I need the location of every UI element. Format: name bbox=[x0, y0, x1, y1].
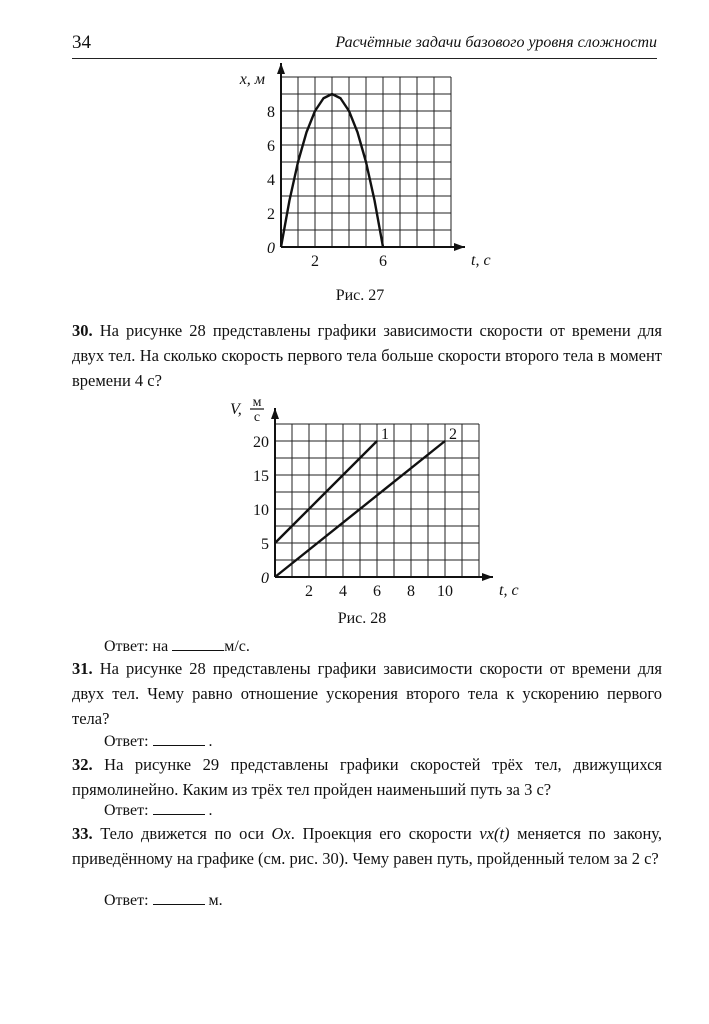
answer-30-blank[interactable] bbox=[172, 636, 224, 651]
running-title: Расчётные задачи базового уровня сложности bbox=[335, 34, 657, 51]
x-axis-arrow bbox=[482, 573, 493, 581]
x-axis-label: t, с bbox=[471, 252, 491, 269]
problem-32-answer bbox=[104, 800, 213, 822]
x-axis-label: t, с bbox=[499, 582, 519, 599]
answer-30-suffix: м/с. bbox=[224, 638, 250, 655]
answer-33-suffix: м. bbox=[208, 892, 223, 909]
problem-31-answer bbox=[104, 731, 213, 753]
y-axis-label: V, bbox=[230, 401, 242, 418]
origin-label: 0 bbox=[267, 240, 275, 257]
y-axis-unit-numerator: м bbox=[252, 395, 262, 410]
answer-33-prefix: Ответ: bbox=[104, 892, 149, 909]
figure-27-caption: Рис. 27 bbox=[335, 287, 385, 304]
y-tick-label: 10 bbox=[253, 502, 269, 519]
page-number: 34 bbox=[72, 32, 91, 53]
answer-30-prefix: Ответ: на bbox=[104, 638, 169, 655]
problem-33-answer bbox=[104, 890, 223, 912]
y-tick-label: 5 bbox=[261, 536, 269, 553]
y-tick-label: 15 bbox=[253, 468, 269, 485]
problem-33 bbox=[72, 821, 662, 871]
x-tick-label: 6 bbox=[379, 253, 387, 270]
figure-28 bbox=[220, 392, 519, 607]
answer-31-prefix: Ответ: bbox=[104, 733, 149, 750]
problem-32-number: 32. bbox=[72, 755, 93, 774]
problem-33-text-before: Тело движется по оси bbox=[100, 824, 264, 843]
y-tick-label: 20 bbox=[253, 434, 269, 451]
problem-31-text: На рисунке 28 представлены графики зависимости скорости от времени для двух тел. Чему равно отношение ускорения второго тела к ускорению первого тела? bbox=[72, 659, 662, 728]
y-axis-label: x, м bbox=[239, 71, 265, 88]
y-axis-arrow bbox=[277, 63, 285, 74]
problem-30-text: На рисунке 28 представлены графики зависимости скорости от времени для двух тел. На сколько скорость первого тела больше скорости второго тела в момент времени 4 с? bbox=[72, 321, 662, 390]
problem-32 bbox=[72, 752, 662, 802]
origin-label: 0 bbox=[261, 570, 269, 587]
y-tick-label: 8 bbox=[267, 104, 275, 121]
problem-33-number: 33. bbox=[72, 824, 93, 843]
page-header bbox=[72, 30, 657, 59]
problem-31 bbox=[72, 656, 662, 731]
series-label-1: 1 bbox=[381, 426, 389, 443]
figure-28-chart bbox=[220, 392, 519, 607]
y-axis-arrow bbox=[271, 408, 279, 419]
y-tick-label: 6 bbox=[267, 138, 275, 155]
problem-30-answer bbox=[104, 636, 250, 658]
x-tick-label: 2 bbox=[305, 583, 313, 600]
problem-32-text: На рисунке 29 представлены графики скоростей трёх тел, движущихся прямолинейно. Каким из трёх тел пройден наименьший путь за 3 с? bbox=[72, 755, 663, 799]
x-tick-label: 8 bbox=[407, 583, 415, 600]
x-tick-label: 4 bbox=[339, 583, 347, 600]
problem-33-math-axis: Ox bbox=[271, 824, 291, 843]
problem-31-number: 31. bbox=[72, 659, 93, 678]
answer-32-prefix: Ответ: bbox=[104, 802, 149, 819]
problem-33-text-after: меняется по закону, приведённому на графике (см. рис. 30). Чему равен путь, пройденный телом за 2 с? bbox=[72, 824, 663, 868]
figure-27 bbox=[228, 70, 491, 280]
problem-33-math-velocity: vx(t) bbox=[479, 824, 510, 843]
series-label-2: 2 bbox=[449, 426, 457, 443]
problem-33-text-middle: . Проекция его скорости bbox=[290, 824, 472, 843]
figure-28-caption: Рис. 28 bbox=[337, 610, 387, 627]
x-tick-label: 2 bbox=[311, 253, 319, 270]
answer-32-suffix: . bbox=[208, 802, 213, 819]
x-tick-label: 10 bbox=[437, 583, 453, 600]
y-axis-unit-denominator: с bbox=[253, 410, 261, 425]
x-axis-arrow bbox=[454, 243, 465, 251]
y-tick-label: 4 bbox=[267, 172, 275, 189]
figure-27-chart bbox=[228, 70, 491, 280]
answer-33-blank[interactable] bbox=[153, 890, 205, 905]
problem-30-number: 30. bbox=[72, 321, 93, 340]
answer-31-suffix: . bbox=[208, 733, 213, 750]
x-tick-label: 6 bbox=[373, 583, 381, 600]
problem-30 bbox=[72, 318, 662, 393]
answer-32-blank[interactable] bbox=[153, 800, 205, 815]
y-tick-label: 2 bbox=[267, 206, 275, 223]
answer-31-blank[interactable] bbox=[153, 731, 205, 746]
